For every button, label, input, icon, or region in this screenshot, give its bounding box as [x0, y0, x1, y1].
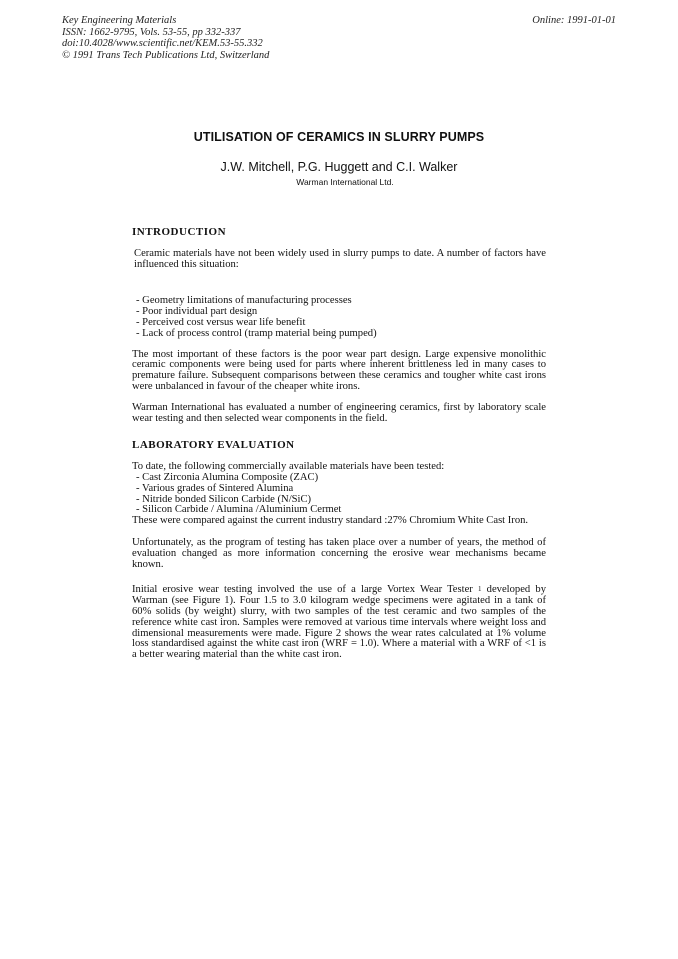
list-item: - Poor individual part design: [136, 306, 258, 318]
laboratory-section: [132, 440, 546, 661]
list-item: - Cast Zirconia Alumina Composite (ZAC): [136, 471, 319, 483]
doi-line[interactable]: doi:10.4028/www.scientific.net/KEM.53-55.332: [62, 38, 263, 49]
materials-list: [132, 473, 546, 516]
paper-title: UTILISATION OF CERAMICS IN SLURRY PUMPS: [193, 130, 485, 144]
wear-testing-text-b: developed by Warman (see Figure 1). Four 1.5 to 3.0 kilogram wedge specimens were agitated in a tank of 60% solids (by weight) slurry, with two samples of the test ceramic and two samples of the reference white cast iron. Samples were removed at various time intervals where weight loss and dimensional measurements were made. Figure 2 shows the wear rates calculated at 1% volume loss standardised against the white cast iron (WRF = 1.0). Where a material with a WRF of <1 is a better wearing material than the white cast iron.: [132, 584, 546, 661]
paper-authors: J.W. Mitchell, P.G. Huggett and C.I. Walker: [220, 160, 458, 174]
introduction-paragraph-1: Ceramic materials have not been widely used in slurry pumps to date. A number of factors have influenced this situation:: [134, 247, 546, 270]
list-item: - Geometry limitations of manufacturing processes: [136, 295, 352, 307]
paper-body: [132, 227, 546, 671]
laboratory-heading: LABORATORY EVALUATION: [132, 439, 295, 452]
reference-marker[interactable]: 1: [478, 585, 482, 594]
laboratory-lead: To date, the following commercially available materials have been tested:: [132, 461, 445, 473]
online-date: Online: 1991-01-01: [532, 15, 616, 26]
comparison-paragraph: These were compared against the current industry standard :27% Chromium White Cast Iron.: [132, 515, 529, 527]
introduction-paragraph-2: The most important of these factors is the poor wear part design. Large expensive monolithic ceramic components were being used for parts where inherent brittleness led in many cases to premature failure. Subsequent comparisons between these ceramics and tougher white cast irons were unbalanced in favour of the cheaper white irons.: [132, 348, 546, 392]
issn-line: ISSN: 1662-9795, Vols. 53-55, pp 332-337: [62, 26, 241, 38]
list-item: - Perceived cost versus wear life benefit: [136, 316, 306, 328]
list-item: - Lack of process control (tramp material being pumped): [136, 327, 377, 339]
author-affiliation: Warman International Ltd.: [296, 177, 394, 187]
list-item: - Various grades of Sintered Alumina: [136, 482, 294, 494]
introduction-heading: INTRODUCTION: [132, 226, 227, 238]
list-item: - Nitride bonded Silicon Carbide (N/SiC): [136, 493, 312, 505]
wear-testing-text-a: Initial erosive wear testing involved the use of a large Vortex Wear Tester: [132, 584, 478, 596]
wear-testing-paragraph: [132, 585, 546, 661]
introduction-paragraph-3: Warman International has evaluated a number of engineering ceramics, first by laboratory scale wear testing and then selected wear components in the field.: [132, 401, 546, 424]
testing-history-paragraph: Unfortunately, as the program of testing has taken place over a number of years, the method of evaluation changed as more information concerning the erosive wear mechanisms became known.: [132, 536, 546, 570]
copyright-line: © 1991 Trans Tech Publications Ltd, Switzerland: [62, 49, 270, 61]
list-item: - Silicon Carbide / Alumina /Aluminium Cermet: [136, 504, 342, 516]
publication-metadata: [62, 15, 269, 61]
journal-name: Key Engineering Materials: [62, 15, 177, 26]
factors-list: [132, 296, 546, 339]
introduction-section: [132, 227, 546, 424]
